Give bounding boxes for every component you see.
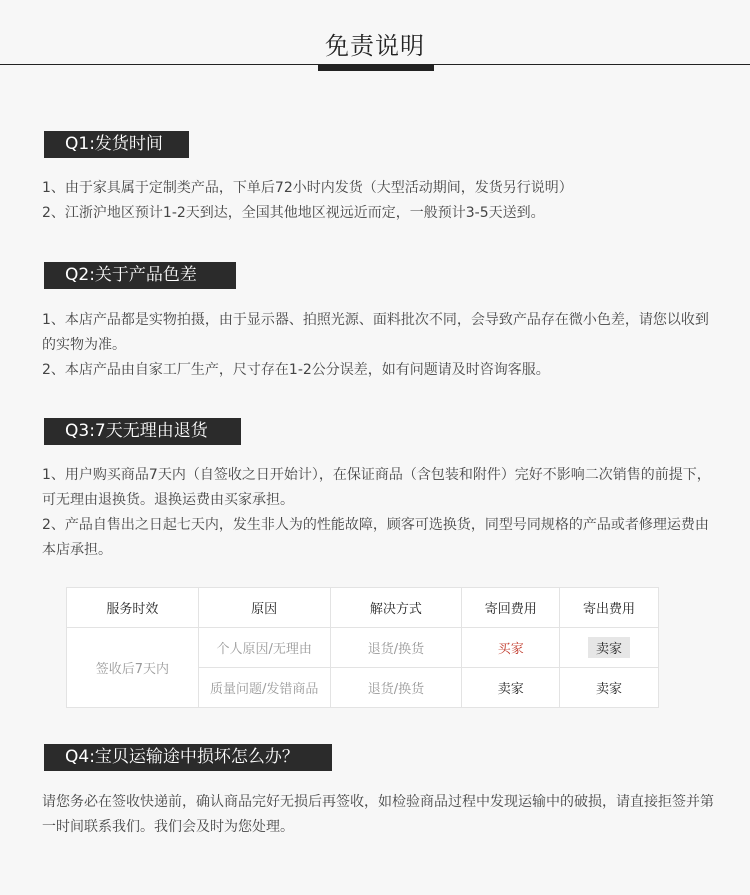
solution-cell: 退货/换货 (330, 628, 462, 668)
service-table (66, 587, 659, 708)
send-fee-cell (560, 628, 659, 668)
section-body-q3 (42, 463, 714, 563)
section-heading-q2: Q2:关于产品色差 (44, 262, 236, 289)
paragraph: 请您务必在签收快递前，确认商品完好无损后再签收，如检验商品过程中发现运输中的破损，请直接拒签并第一时间联系我们。我们会及时为您处理。 (42, 794, 714, 835)
paragraph: 2、本店产品由自家工厂生产，尺寸存在1-2公分误差，如有问题请及时咨询客服。 (42, 362, 550, 378)
reason-cell: 个人原因/无理由 (198, 628, 330, 668)
section-body-q2 (42, 308, 714, 383)
paragraph: 2、产品自售出之日起七天内，发生非人为的性能故障，顾客可选换货，同型号同规格的产品或者修理运费由本店承担。 (42, 517, 709, 558)
paragraph: 1、由于家具属于定制类产品，下单后72小时内发货（大型活动期间，发货另行说明） (42, 180, 573, 196)
section-heading-q3: Q3:7天无理由退货 (44, 418, 241, 445)
service-period-cell: 签收后7天内 (67, 628, 199, 708)
section-body-q1 (42, 176, 714, 226)
send-fee-tag: 卖家 (588, 637, 630, 658)
table-header-row (67, 588, 659, 628)
page-title: 免责说明 (325, 32, 425, 60)
return-fee-cell: 卖家 (462, 668, 560, 708)
page-header (0, 0, 750, 72)
table-header-cell: 寄出费用 (560, 588, 659, 628)
table-header-cell: 解决方式 (330, 588, 462, 628)
reason-cell: 质量问题/发错商品 (198, 668, 330, 708)
send-fee-cell: 卖家 (560, 668, 659, 708)
table-header-cell: 服务时效 (67, 588, 199, 628)
table-header-cell: 原因 (198, 588, 330, 628)
section-heading-q4: Q4:宝贝运输途中损坏怎么办？ (44, 744, 332, 771)
paragraph: 1、本店产品都是实物拍摄，由于显示器、拍照光源、面料批次不同，会导致产品存在微小色差，请您以收到的实物为准。 (42, 312, 709, 353)
paragraph: 2、江浙沪地区预计1-2天到达，全国其他地区视远近而定，一般预计3-5天送到。 (42, 205, 545, 221)
title-underline-bar (318, 64, 434, 71)
return-fee-cell: 买家 (462, 628, 560, 668)
paragraph: 1、用户购买商品7天内（自签收之日开始计），在保证商品（含包装和附件）完好不影响二次销售的前提下，可无理由退换货。退换运费由买家承担。 (42, 467, 711, 508)
section-body-q4 (42, 790, 714, 840)
table-row (67, 628, 659, 668)
table-header-cell: 寄回费用 (462, 588, 560, 628)
solution-cell: 退货/换货 (330, 668, 462, 708)
section-heading-q1: Q1:发货时间 (44, 131, 189, 158)
